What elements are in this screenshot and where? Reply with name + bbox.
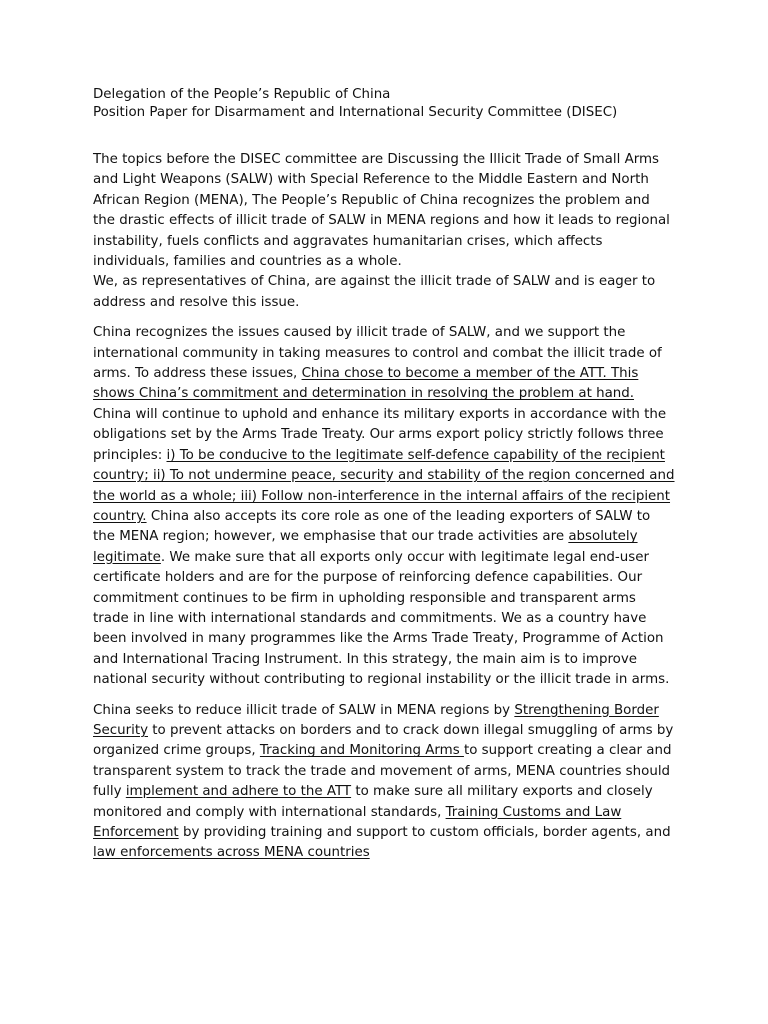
text-run: to support creating a clear and transparent system to track the trade and movement of arms, MENA countries should fully bbox=[93, 743, 672, 800]
underlined-text-run: China chose to become a member of the ATT. This shows China’s commitment and determination in resolving the problem at hand. bbox=[93, 366, 639, 402]
document-body bbox=[93, 150, 675, 864]
underlined-text-run: law enforcements across MENA countries bbox=[93, 845, 370, 861]
text-run: China will continue to uphold and enhance its military exports in accordance with the obligations set by the Arms Trade Treaty. Our arms export policy strictly follows three principles: bbox=[93, 406, 667, 463]
paragraph-measures bbox=[93, 701, 675, 864]
text-run: The topics before the DISEC committee are Discussing the Illicit Trade of Small Arms and Light Weapons (SALW) with Special Reference to the Middle Eastern and North African Region (MENA), The People’s Republic of China recognizes the problem and the drastic effects of illicit trade of SALW in MENA regions and how it leads to regional instability, fuels conflicts and aggravates humanitarian crises, which affects individuals, families and countries as a whole. bbox=[93, 152, 670, 270]
header-committee: Position Paper for Disarmament and International Security Committee (DISEC) bbox=[93, 105, 618, 120]
paragraph-stance bbox=[93, 272, 675, 313]
underlined-text-run: absolutely legitimate bbox=[93, 529, 638, 565]
text-run: to make sure all military exports and closely monitored and comply with international standards, bbox=[93, 784, 653, 820]
text-run: China also accepts its core role as one of the leading exporters of SALW to the MENA region; however, we emphasise that our trade activities are bbox=[93, 508, 651, 545]
text-run: to prevent attacks on borders and to crack down illegal smuggling of arms by organized crime groups, bbox=[93, 722, 674, 759]
underlined-text-run: Tracking and Monitoring Arms bbox=[259, 743, 464, 759]
text-run: by providing training and support to custom officials, border agents, and bbox=[178, 825, 671, 840]
text-run: . We make sure that all exports only occur with legitimate legal end-user certificate holders and are for the purpose of reinforcing defence capabilities. Our commitment continues to be firm in upholding responsible and transparent arms trade in line with international standards and commitments. We as a country have been involved in many programmes like the Arms Trade Treaty, Programme of Action and International Tracing Instrument. In this strategy, the main aim is to improve national security without contributing to regional instability or the illicit trade in arms. bbox=[93, 549, 670, 688]
paragraph-intro bbox=[93, 150, 675, 272]
text-run: We, as representatives of China, are against the illicit trade of SALW and is eager to address and resolve this issue. bbox=[93, 274, 656, 310]
underlined-text-run: Training Customs and Law Enforcement bbox=[93, 804, 622, 840]
underlined-text-run: Strengthening Border Security bbox=[93, 702, 659, 738]
underlined-text-run: i) To be conducive to the legitimate self-defence capability of the recipient country; ii) To not undermine peace, security and stability of the region concerned and the world as a whole; iii) Follow non-interference in the internal affairs of the recipient country. bbox=[93, 447, 675, 524]
text-run: China seeks to reduce illicit trade of SALW in MENA regions by bbox=[93, 702, 515, 718]
document-header bbox=[93, 86, 675, 122]
underlined-text-run: implement and adhere to the ATT bbox=[125, 784, 352, 800]
header-delegation: Delegation of the People’s Republic of China bbox=[93, 87, 391, 102]
text-run: China recognizes the issues caused by illicit trade of SALW, and we support the international community in taking measures to control and combat the illicit trade of arms. To address these issues, bbox=[93, 325, 662, 382]
paragraph-policy bbox=[93, 323, 675, 690]
